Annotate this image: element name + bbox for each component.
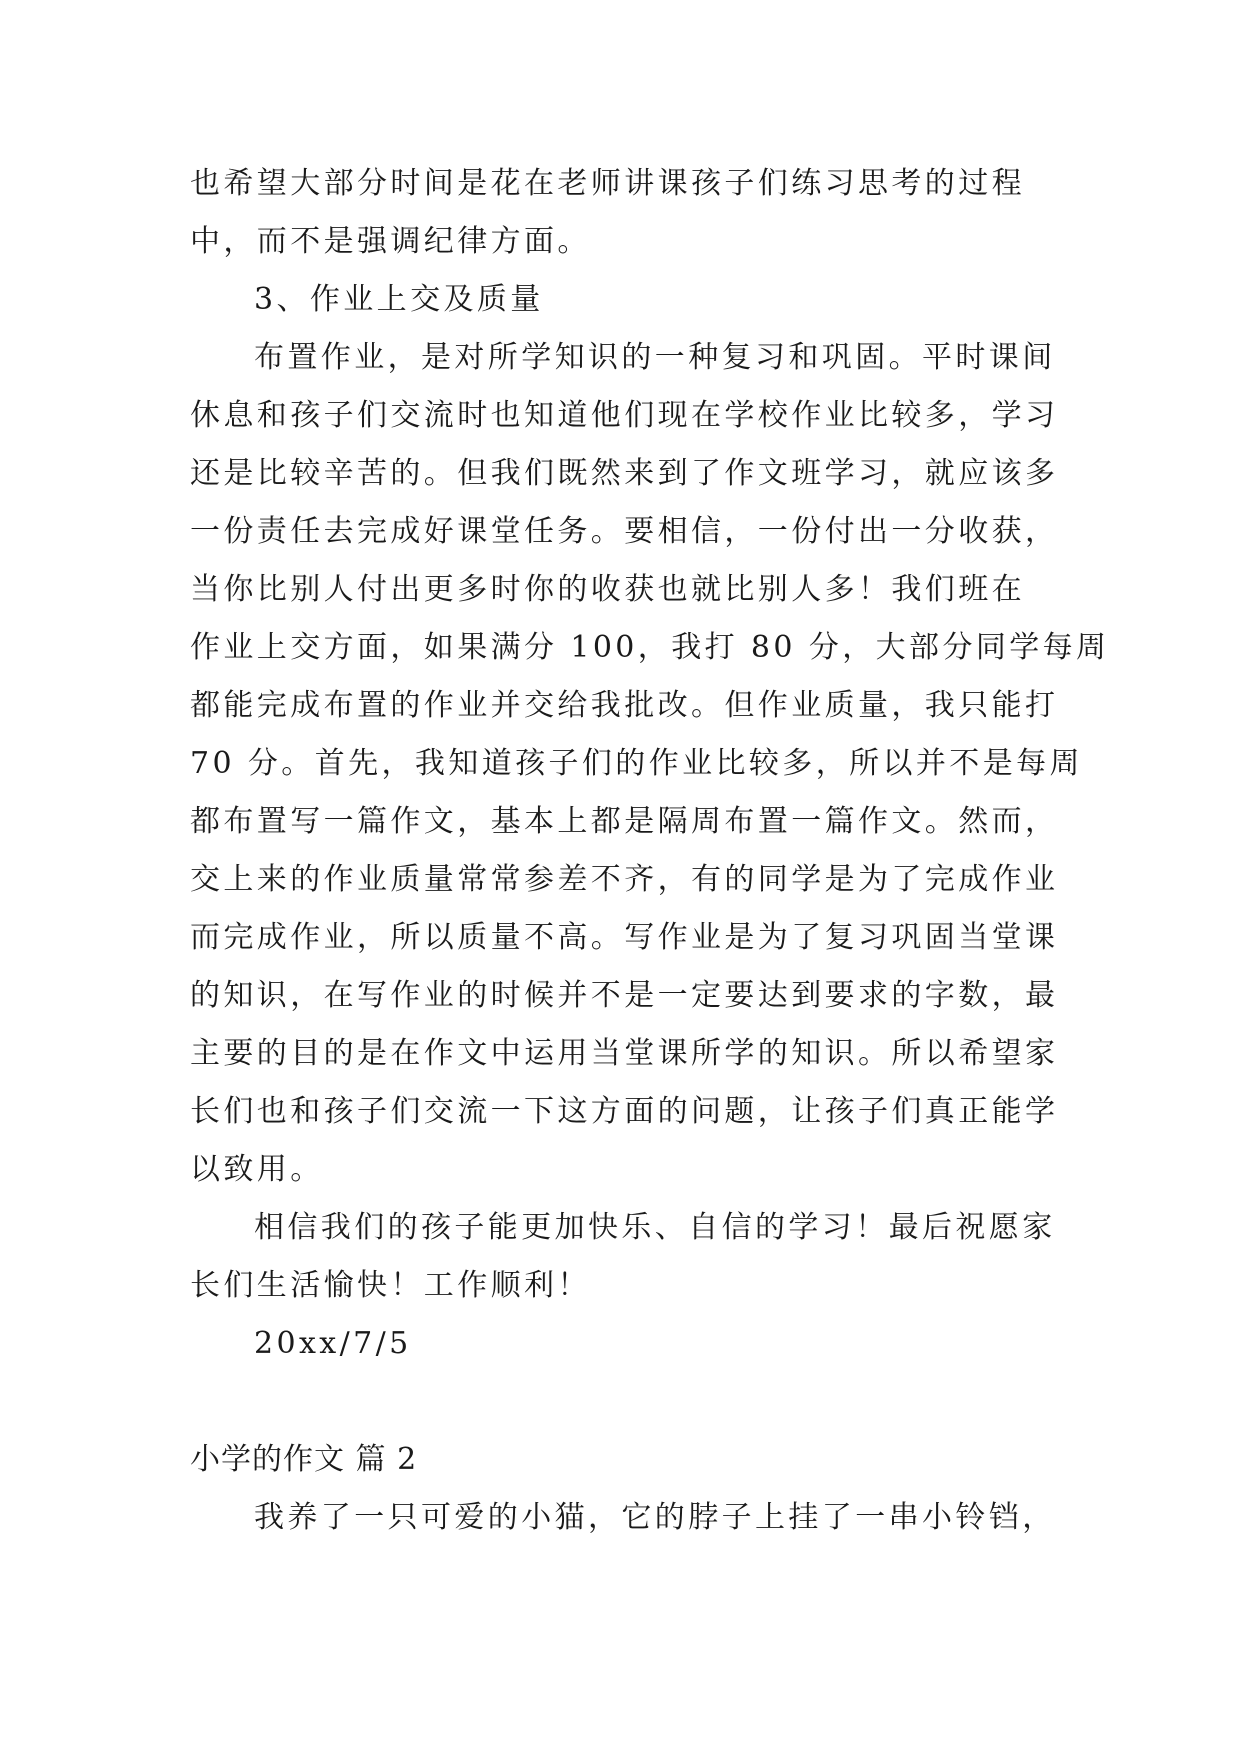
paragraph-line: 相信我们的孩子能更加快乐、自信的学习！最后祝愿家 [254, 1210, 1056, 1245]
paragraph-line: 当你比别人付出更多时你的收获也就比别人多！我们班在 [190, 572, 1025, 607]
paragraph-line: 作业上交方面，如果满分 100，我打 80 分，大部分同学每周 [190, 630, 1110, 665]
blank-line [190, 1373, 1060, 1431]
paragraph-line: 都能完成布置的作业并交给我批改。但作业质量，我只能打 [190, 688, 1059, 723]
paragraph-line: 而完成作业，所以质量不高。写作业是为了复习巩固当堂课 [190, 920, 1059, 955]
paragraph-line: 休息和孩子们交流时也知道他们现在学校作业比较多，学习 [190, 398, 1059, 433]
document-body [190, 155, 1110, 1547]
date-line: 20xx/7/5 [254, 1326, 412, 1361]
paragraph-line: 一份责任去完成好课堂任务。要相信，一份付出一分收获， [190, 514, 1059, 549]
paragraph-line: 也希望大部分时间是花在老师讲课孩子们练习思考的过程 [190, 166, 1025, 201]
paragraph-line: 都布置写一篇作文，基本上都是隔周布置一篇作文。然而， [190, 804, 1059, 839]
paragraph-line: 主要的目的是在作文中运用当堂课所学的知识。所以希望家 [190, 1036, 1059, 1071]
paragraph-line: 中，而不是强调纪律方面。 [190, 224, 591, 259]
paragraph-line: 交上来的作业质量常常参差不齐，有的同学是为了完成作业 [190, 862, 1059, 897]
paragraph-line: 我养了一只可爱的小猫，它的脖子上挂了一串小铃铛， [254, 1500, 1056, 1535]
paragraph-line: 以致用。 [190, 1152, 324, 1187]
paragraph-line: 70 分。首先，我知道孩子们的作业比较多，所以并不是每周 [190, 746, 1083, 781]
paragraph-line: 的知识，在写作业的时候并不是一定要达到要求的字数，最 [190, 978, 1059, 1013]
paragraph-line: 还是比较辛苦的。但我们既然来到了作文班学习，就应该多 [190, 456, 1059, 491]
paragraph-line: 长们生活愉快！工作顺利！ [190, 1268, 591, 1303]
paragraph-line: 布置作业，是对所学知识的一种复习和巩固。平时课间 [254, 340, 1056, 375]
section-heading: 3、作业上交及质量 [254, 282, 544, 317]
paragraph-line: 长们也和孩子们交流一下这方面的问题，让孩子们真正能学 [190, 1094, 1059, 1129]
essay-title: 小学的作文 篇 2 [190, 1442, 418, 1477]
